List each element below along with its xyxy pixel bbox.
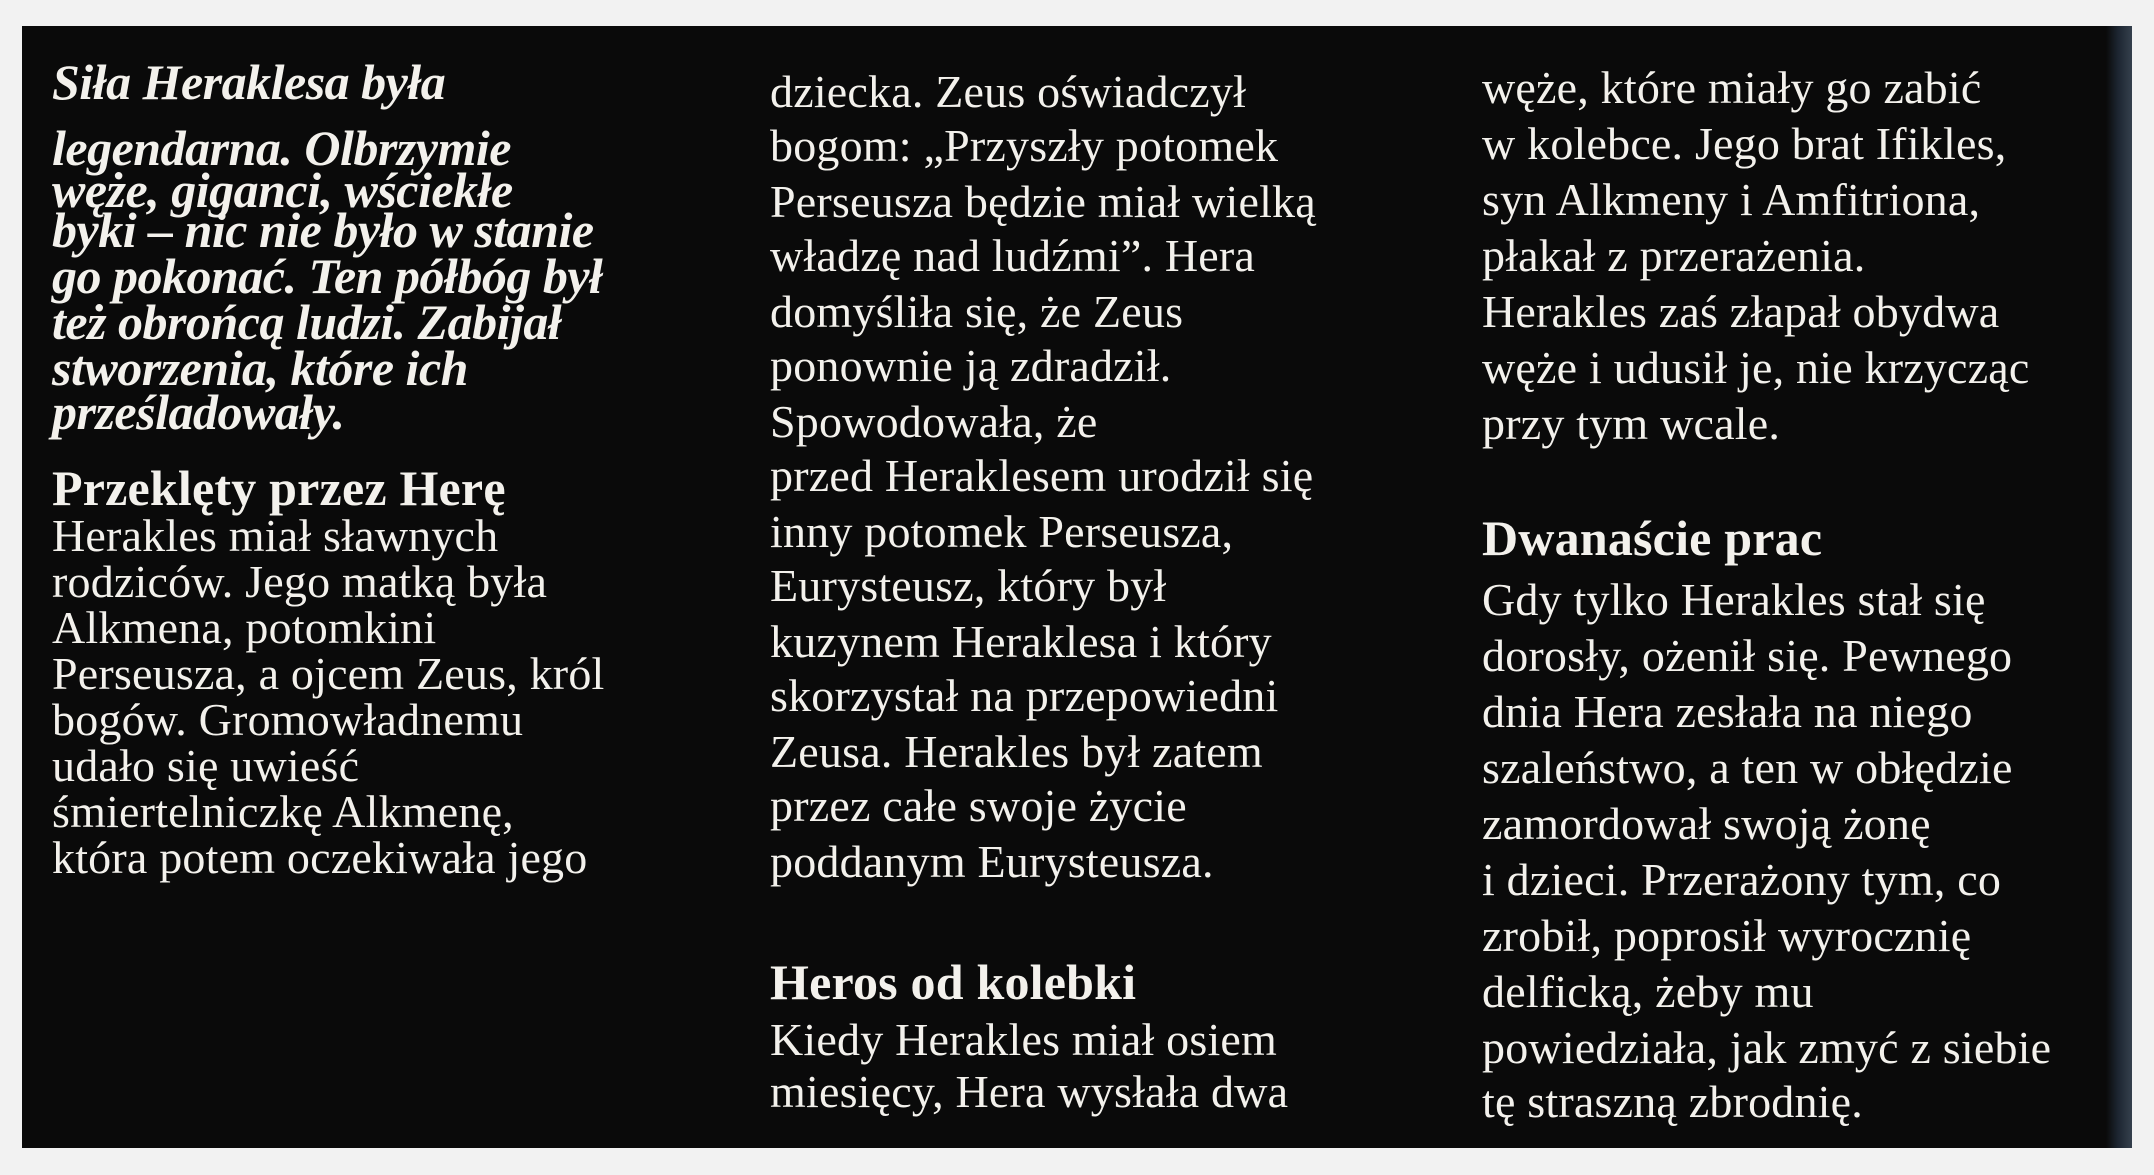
intro-line: stworzenia, które ich xyxy=(52,340,468,396)
body-line: śmiertelniczkę Alkmenę, xyxy=(52,786,514,837)
body-line: inny potomek Perseusza, xyxy=(770,506,1234,557)
intro-line: Siła Heraklesa była xyxy=(52,54,446,110)
section-heading: Przeklęty przez Herę xyxy=(52,460,506,516)
body-line: Perseusza, a ojcem Zeus, król xyxy=(52,648,605,699)
body-line: syn Alkmeny i Amfitriona, xyxy=(1482,174,1981,225)
body-line: powiedziała, jak zmyć z siebie xyxy=(1482,1022,2052,1073)
section-heading: Dwanaście prac xyxy=(1482,510,1823,566)
body-line: poddanym Eurysteusza. xyxy=(770,836,1214,887)
intro-line: węże, giganci, wściekłe xyxy=(52,162,513,218)
body-line: bogom: „Przyszły potomek xyxy=(770,120,1279,171)
body-line: i dzieci. Przerażony tym, co xyxy=(1482,854,2002,905)
intro-line: prześladowały. xyxy=(52,384,345,440)
book-page xyxy=(22,26,2132,1148)
body-line: płakał z przerażenia. xyxy=(1482,230,1866,281)
intro-line: byki – nic nie było w stanie xyxy=(52,202,594,258)
column-2 xyxy=(770,26,1470,1148)
body-line: w kolebce. Jego brat Ifikles, xyxy=(1482,118,2007,169)
body-line: bogów. Gromowładnemu xyxy=(52,694,524,745)
body-line: przy tym wcale. xyxy=(1482,398,1781,449)
body-line: Eurysteusz, który był xyxy=(770,560,1167,611)
body-line: domyśliła się, że Zeus xyxy=(770,286,1184,337)
body-line: dnia Hera zesłała na niego xyxy=(1482,686,1973,737)
body-line: która potem oczekiwała jego xyxy=(52,832,588,883)
body-line: Zeusa. Herakles był zatem xyxy=(770,726,1263,777)
section-heading: Heros od kolebki xyxy=(770,954,1137,1010)
body-line: rodziców. Jego matką była xyxy=(52,556,548,607)
body-line: Alkmena, potomkini xyxy=(52,602,437,653)
body-line: przed Heraklesem urodził się xyxy=(770,450,1314,501)
body-line: władzę nad ludźmi”. Hera xyxy=(770,230,1256,281)
body-line: dorosły, ożenił się. Pewnego xyxy=(1482,630,2013,681)
body-line: skorzystał na przepowiedni xyxy=(770,670,1279,721)
column-3 xyxy=(1482,26,2122,1148)
body-line: Herakles miał sławnych xyxy=(52,510,499,561)
body-line: Herakles zaś złapał obydwa xyxy=(1482,286,2000,337)
intro-line: legendarna. Olbrzymie xyxy=(52,120,511,176)
body-line: Perseusza będzie miał wielką xyxy=(770,176,1316,227)
body-line: tę straszną zbrodnię. xyxy=(1482,1076,1863,1127)
body-line: kuzynem Heraklesa i który xyxy=(770,616,1272,667)
body-line: zrobił, poprosił wyrocznię xyxy=(1482,910,1972,961)
body-line: węże, które miały go zabić xyxy=(1482,62,1982,113)
body-line: udało się uwieść xyxy=(52,740,360,791)
body-line: Kiedy Herakles miał osiem xyxy=(770,1014,1278,1065)
body-line: delficką, żeby mu xyxy=(1482,966,1814,1017)
intro-line: też obrońcą ludzi. Zabijał xyxy=(52,294,562,350)
body-line: zamordował swoją żonę xyxy=(1482,798,1931,849)
column-1 xyxy=(52,26,772,1148)
body-line: przez całe swoje życie xyxy=(770,780,1187,831)
body-line: miesięcy, Hera wysłała dwa xyxy=(770,1066,1289,1117)
body-line: dziecka. Zeus oświadczył xyxy=(770,66,1247,117)
body-line: Spowodowała, że xyxy=(770,396,1098,447)
body-line: szaleństwo, a ten w obłędzie xyxy=(1482,742,2013,793)
page-edge-shadow xyxy=(2106,26,2132,1148)
intro-line: go pokonać. Ten półbóg był xyxy=(52,248,603,304)
body-line: Gdy tylko Herakles stał się xyxy=(1482,574,1986,625)
body-line: węże i udusił je, nie krzycząc xyxy=(1482,342,2030,393)
body-line: ponownie ją zdradził. xyxy=(770,340,1172,391)
